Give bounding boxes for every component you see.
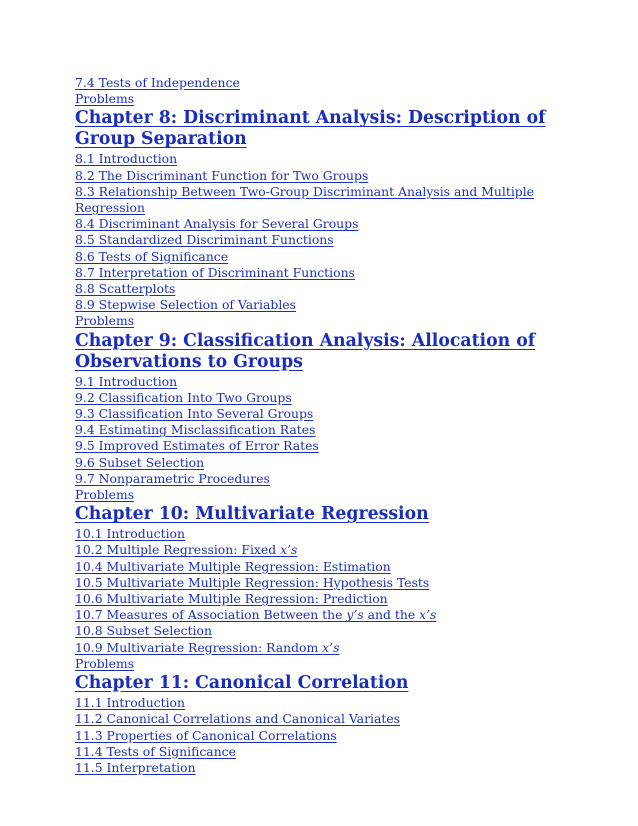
- toc-link-11-5-interpretation[interactable]: 11.5 Interpretation: [75, 759, 196, 775]
- toc-link-9-6-subset-selection[interactable]: 9.6 Subset Selection: [75, 454, 205, 470]
- chapter-heading-11[interactable]: Chapter 11: Canonical Correlation: [75, 673, 409, 694]
- toc-link-11-2-canonical-correlations-and-canonical-variates[interactable]: 11.2 Canonical Correlations and Canonical Variates: [75, 711, 401, 727]
- toc-link-10-4-multivariate-multiple-regression-estimation[interactable]: 10.4 Multivariate Multiple Regression: Estimation: [75, 558, 391, 574]
- toc-link-9-5-improved-estimates-of-error-rates[interactable]: 9.5 Improved Estimates of Error Rates: [75, 438, 319, 454]
- toc-link-problems[interactable]: Problems: [75, 313, 135, 329]
- toc-link-11-4-tests-of-significance[interactable]: 11.4 Tests of Significance: [75, 743, 236, 759]
- toc-link-8-5-standardized-discriminant-functions[interactable]: 8.5 Standardized Discriminant Functions: [75, 232, 334, 248]
- toc-link-9-1-introduction[interactable]: 9.1 Introduction: [75, 373, 178, 389]
- toc-link-9-2-classification-into-two-groups[interactable]: 9.2 Classification Into Two Groups: [75, 389, 292, 405]
- toc-link-8-9-stepwise-selection-of-variables[interactable]: 8.9 Stepwise Selection of Variables: [75, 297, 296, 313]
- toc-link-10-8-subset-selection[interactable]: 10.8 Subset Selection: [75, 623, 212, 639]
- toc-link-problems[interactable]: Problems: [75, 91, 135, 107]
- toc-link-9-7-nonparametric-procedures[interactable]: 9.7 Nonparametric Procedures: [75, 470, 270, 486]
- toc-link-8-4-discriminant-analysis-for-several-groups[interactable]: 8.4 Discriminant Analysis for Several Groups: [75, 216, 359, 232]
- toc-link-10-6-multivariate-multiple-regression-prediction[interactable]: 10.6 Multivariate Multiple Regression: Prediction: [75, 591, 388, 607]
- toc-link-8-6-tests-of-significance[interactable]: 8.6 Tests of Significance: [75, 248, 229, 264]
- chapter-heading-8[interactable]: Chapter 8: Discriminant Analysis: Description of Group Separation: [75, 108, 546, 150]
- chapter-heading-10[interactable]: Chapter 10: Multivariate Regression: [75, 504, 429, 525]
- toc-link-9-4-estimating-misclassification-rates[interactable]: 9.4 Estimating Misclassification Rates: [75, 422, 316, 438]
- toc-link-10-9-multivariate-regression-random-x-s[interactable]: 10.9 Multivariate Regression: Random x’s: [75, 639, 340, 655]
- toc-link-10-7-measures-of-association-between-the-y-s-and-the-x-s[interactable]: 10.7 Measures of Association Between the y’s and the x’s: [75, 607, 437, 623]
- chapters-list: [75, 108, 575, 776]
- toc-link-11-3-properties-of-canonical-correlations[interactable]: 11.3 Properties of Canonical Correlations: [75, 727, 337, 743]
- toc-link-10-1-introduction[interactable]: 10.1 Introduction: [75, 526, 185, 542]
- toc-link-9-3-classification-into-several-groups[interactable]: 9.3 Classification Into Several Groups: [75, 406, 314, 422]
- pre-items-list: [75, 75, 575, 107]
- toc-link-11-1-introduction[interactable]: 11.1 Introduction: [75, 695, 185, 711]
- toc-link-8-7-interpretation-of-discriminant-functions[interactable]: 8.7 Interpretation of Discriminant Functions: [75, 264, 355, 280]
- table-of-contents: [75, 75, 575, 776]
- chapter-heading-9[interactable]: Chapter 9: Classification Analysis: Allocation of Observations to Groups: [75, 330, 536, 372]
- toc-link-8-8-scatterplots[interactable]: 8.8 Scatterplots: [75, 281, 176, 297]
- toc-link-10-2-multiple-regression-fixed-x-s[interactable]: 10.2 Multiple Regression: Fixed x’s: [75, 542, 298, 558]
- toc-link-8-3-relationship-between-two-group-discriminant-analysis-and-multiple-regression[interactable]: 8.3 Relationship Between Two-Group Discriminant Analysis and Multiple Regression: [75, 183, 535, 216]
- toc-link-problems[interactable]: Problems: [75, 487, 135, 503]
- toc-link-8-2-the-discriminant-function-for-two-groups[interactable]: 8.2 The Discriminant Function for Two Groups: [75, 167, 369, 183]
- toc-link-7-4-tests-of-independence[interactable]: 7.4 Tests of Independence: [75, 75, 240, 90]
- toc-link-10-5-multivariate-multiple-regression-hypothesis-tests[interactable]: 10.5 Multivariate Multiple Regression: Hypothesis Tests: [75, 574, 430, 590]
- toc-link-problems[interactable]: Problems: [75, 655, 135, 671]
- toc-link-8-1-introduction[interactable]: 8.1 Introduction: [75, 151, 178, 167]
